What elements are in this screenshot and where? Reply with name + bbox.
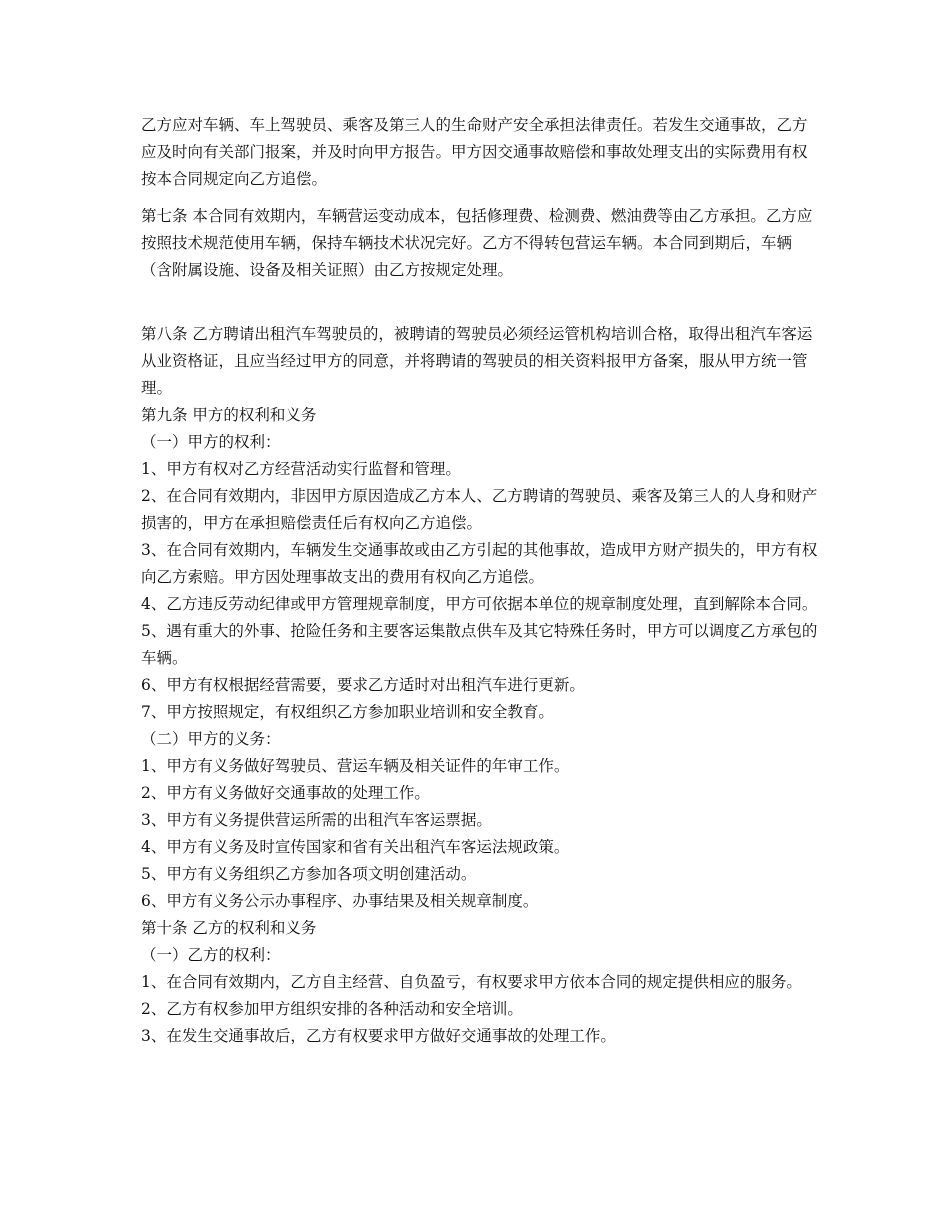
list-item: 1、在合同有效期内，乙方自主经营、自负盈亏，有权要求甲方依本合同的规定提供相应的服务。 xyxy=(141,973,802,991)
list-item: 3、在发生交通事故后，乙方有权要求甲方做好交通事故的处理工作。 xyxy=(141,1027,616,1045)
article-9-rights-heading: （一）甲方的权利： xyxy=(141,433,281,451)
list-item: 3、甲方有义务提供营运所需的出租汽车客运票据。 xyxy=(141,811,492,829)
article-9-duties-heading: （二）甲方的义务： xyxy=(141,730,281,748)
list-item: 3、在合同有效期内，车辆发生交通事故或由乙方引起的其他事故，造成甲方财产损失的，甲方有权向乙方索赔。甲方因处理事故支出的费用有权向乙方追偿。 xyxy=(141,541,818,586)
list-item: 2、甲方有义务做好交通事故的处理工作。 xyxy=(141,784,430,802)
list-item: 4、乙方违反劳动纪律或甲方管理规章制度，甲方可依据本单位的规章制度处理，直到解除本合同。 xyxy=(141,595,818,613)
list-item: 5、遇有重大的外事、抢险任务和主要客运集散点供车及其它特殊任务时，甲方可以调度乙方承包的车辆。 xyxy=(141,622,818,667)
list-item: 1、甲方有权对乙方经营活动实行监督和管理。 xyxy=(141,460,461,478)
list-item: 1、甲方有义务做好驾驶员、营运车辆及相关证件的年审工作。 xyxy=(141,757,570,775)
article-9-title: 第九条 甲方的权利和义务 xyxy=(141,406,317,424)
list-item: 6、甲方有权根据经营需要，要求乙方适时对出租汽车进行更新。 xyxy=(141,676,585,694)
paragraph-liability: 乙方应对车辆、车上驾驶员、乘客及第三人的生命财产安全承担法律责任。若发生交通事故，乙方应及时向有关部门报案，并及时向甲方报告。甲方因交通事故赔偿和事故处理支出的实际费用有权按本合同规定向乙方追偿。 xyxy=(141,116,808,188)
list-item: 4、甲方有义务及时宣传国家和省有关出租汽车客运法规政策。 xyxy=(141,838,570,856)
paragraph-article-8: 第八条 乙方聘请出租汽车驾驶员的，被聘请的驾驶员必须经运管机构培训合格，取得出租汽车客运从业资格证，且应当经过甲方的同意，并将聘请的驾驶员的相关资料报甲方备案，服从甲方统一管理。 xyxy=(141,325,813,397)
article-10-title: 第十条 乙方的权利和义务 xyxy=(141,919,317,937)
list-item: 5、甲方有义务组织乙方参加各项文明创建活动。 xyxy=(141,865,477,883)
paragraph-article-7: 第七条 本合同有效期内，车辆营运变动成本，包括修理费、检测费、燃油费等由乙方承担。乙方应按照技术规范使用车辆，保持车辆技术状况完好。乙方不得转包营运车辆。本合同到期后，车辆（含附属设施、设备及相关证照）由乙方按规定处理。 xyxy=(141,207,813,279)
list-item: 7、甲方按照规定，有权组织乙方参加职业培训和安全教育。 xyxy=(141,703,554,721)
contract-page xyxy=(141,112,821,1050)
list-item: 2、在合同有效期内，非因甲方原因造成乙方本人、乙方聘请的驾驶员、乘客及第三人的人身和财产损害的，甲方在承担赔偿责任后有权向乙方追偿。 xyxy=(141,487,818,532)
list-item: 6、甲方有义务公示办事程序、办事结果及相关规章制度。 xyxy=(141,892,539,910)
article-10-rights-heading: （一）乙方的权利： xyxy=(141,946,281,964)
list-item: 2、乙方有权参加甲方组织安排的各种活动和安全培训。 xyxy=(141,1000,523,1018)
